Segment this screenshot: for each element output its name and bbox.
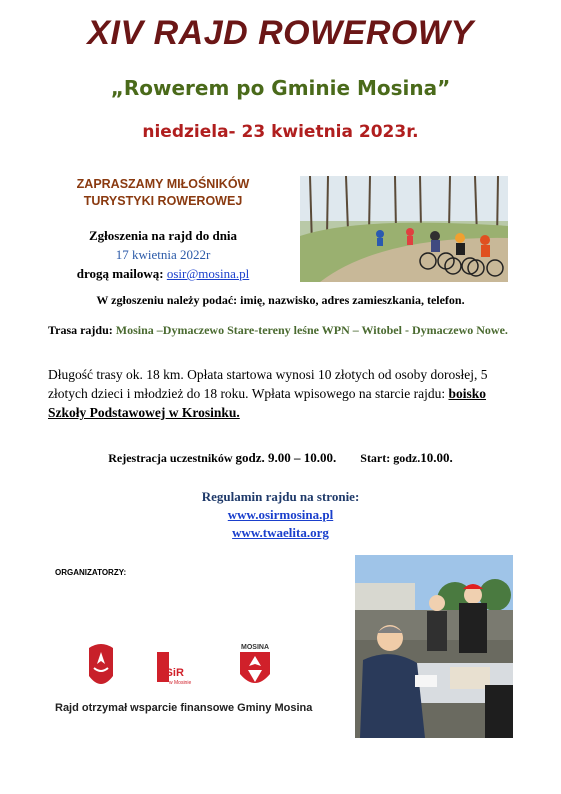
route-text: Mosina –Dymaczewo Stare-tereny leśne WPN – Witobel - Dymaczewo Nowe.	[115, 323, 508, 337]
registration-block	[0, 450, 561, 466]
route-label: Trasa rajdu:	[48, 323, 116, 337]
organizers-label: ORGANIZATORZY:	[55, 568, 127, 577]
rules-label: Regulamin rajdu na stronie:	[201, 489, 360, 504]
description-text: Długość trasy ok. 18 km. Opłata startowa wynosi 10 złotych od osoby dorosłej, 5 złotych dzieci i młodzież do 18 roku. Wpłata wpisowego na starcie rajdu:	[48, 367, 488, 401]
rules-link-twaelita[interactable]: www.twaelita.org	[232, 525, 329, 540]
signup-email-link[interactable]: osir@mosina.pl	[166, 266, 250, 281]
signup-block	[48, 226, 278, 283]
registration-time: godz. 9.00 – 10.00.	[235, 450, 337, 465]
description-block	[48, 365, 518, 422]
registration-label: Rejestracja uczestników	[108, 451, 236, 465]
start-place: boisko Szkoły Podstawowej w Krosinku.	[48, 386, 487, 420]
organizer-logo-scouts	[86, 642, 116, 692]
poster-title: XIV RAJD ROWEROWY	[87, 14, 474, 52]
svg-text:OSiR: OSiR	[157, 667, 184, 679]
cyclists-forest-photo	[300, 176, 508, 282]
rules-block	[0, 488, 561, 542]
svg-text:w Mosinie: w Mosinie	[169, 680, 192, 686]
poster-subtitle: „Rowerem po Gminie Mosina”	[110, 76, 451, 100]
signup-deadline: 17 kwietnia 2022r	[115, 247, 211, 262]
start-label: Start: godz.	[360, 451, 421, 465]
rules-link-osir[interactable]: www.osirmosina.pl	[227, 507, 334, 522]
event-date: niedziela- 23 kwietnia 2023r.	[142, 122, 419, 142]
financial-support-note: Rajd otrzymał wsparcie finansowe Gminy Mosina	[55, 702, 313, 714]
invite-line-1: ZAPRASZAMY MIŁOŚNIKÓW	[76, 177, 250, 191]
route-block	[48, 320, 508, 340]
signup-email-prefix: drogą mailową:	[76, 266, 167, 281]
signup-info: W zgłoszeniu należy podać: imię, nazwisko, adres zamieszkania, telefon.	[96, 293, 465, 307]
organizer-logo-osir	[153, 650, 201, 688]
invite-line-2: TURYSTYKI ROWEROWEJ	[83, 194, 243, 208]
invite-text	[48, 176, 278, 210]
registration-desk-photo	[355, 555, 513, 738]
organizer-logo-mosina-coat-of-arms	[236, 642, 274, 694]
mosina-logo-label: MOSINA	[241, 644, 269, 651]
start-time: 10.00.	[420, 450, 453, 465]
signup-line: Zgłoszenia na rajd do dnia	[88, 228, 238, 243]
signup-email-line	[48, 264, 278, 283]
